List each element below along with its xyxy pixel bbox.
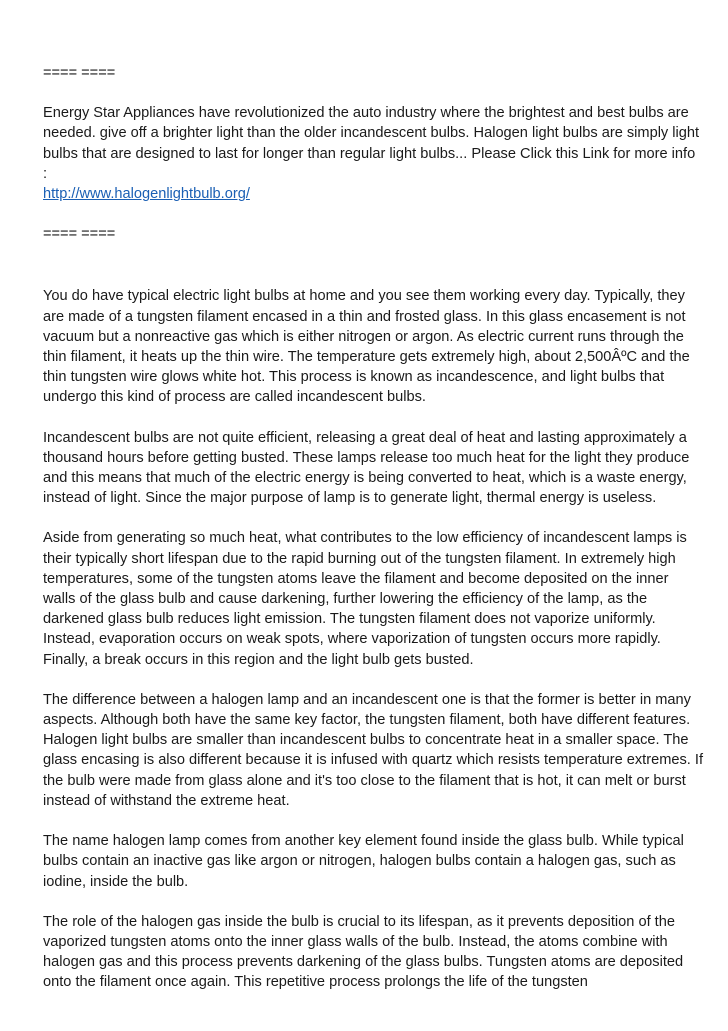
paragraph-lifespan: Aside from generating so much heat, what contributes to the low efficiency of incandescent lamps is their typically short lifespan due to the rapid burning out of the tungsten filament. In extremely high temperatures, some of the tungsten atoms leave the filament and become deposited on the inner walls of the glass bulb and cause darkening, further lowering the efficiency of the lamp, as the darkened glass bulb reduces light emission. The tungsten filament does not vaporize uniformly. Instead, evaporation occurs on weak spots, where vaporization of tungsten occurs more rapidly. Finally, a break occurs in this region and the light bulb gets busted. — [43, 530, 687, 668]
paragraph-halogen-difference: The difference between a halogen lamp and an incandescent one is that the former is better in many aspects. Although both have the same key factor, the tungsten filament, both have different features. Halogen light bulbs are smaller than incandescent bulbs to concentrate heat in a smaller space. The glass encasing is also different because it is infused with quartz which resists temperature extremes. If the bulb were made from glass alone and it's too close to the filament that is hot, it can melt or burst instead of withstand the extreme heat. — [43, 691, 704, 809]
header-separator: ==== ==== — [43, 65, 116, 81]
paragraph-incandescent-efficiency: Incandescent bulbs are not quite efficient, releasing a great deal of heat and lasting approximately a thousand hours before getting busted. These lamps release too much heat for the light they produce and this means that much of the electric energy is being converted to heat, which is a waste energy, instead of light. Since the major purpose of lamp is to generate light, thermal energy is useless. — [43, 429, 690, 507]
paragraph-halogen-name: The name halogen lamp comes from another key element found inside the glass bulb. While typical bulbs contain an inactive gas like argon or nitrogen, halogen bulbs contain a halogen gas, such as iodine, inside the bulb. — [43, 833, 684, 890]
footer-separator: ==== ==== — [43, 226, 116, 243]
paragraph-incandescent-basics: You do have typical electric light bulbs at home and you see them working every day. Typically, they are made of a tungsten filament encased in a thin and frosted glass. In this glass encasement is not vacuum but a nonreactive gas which is either nitrogen or argon. As electric current runs through the thin filament, it heats up the thin wire. The temperature gets extremely high, about 2,500ÂºC and the thin tungsten wire glows white hot. This process is known as incandescence, and light bulbs that undergo this kind of process are called incandescent bulbs. — [43, 288, 690, 406]
paragraph-halogen-role: The role of the halogen gas inside the bulb is crucial to its lifespan, as it prevents deposition of the vaporized tungsten atoms onto the inner glass walls of the bulb. Instead, the atoms combine with halogen gas and this process prevents darkening of the glass bulbs. Tungsten atoms are deposited onto the filament once again. This repetitive process prolongs the life of the tungsten — [43, 913, 684, 991]
document-body — [43, 63, 703, 993]
halogen-link[interactable]: http://www.halogenlightbulb.org/ — [43, 186, 250, 203]
intro-text: Energy Star Appliances have revolutionized the auto industry where the brightest and best bulbs are needed. give off a brighter light than the older incandescent bulbs. Halogen light bulbs are simply light bulbs that are designed to last for longer than regular light bulbs... Please Click this Link for more info : — [43, 105, 700, 182]
intro-paragraph — [43, 103, 703, 204]
